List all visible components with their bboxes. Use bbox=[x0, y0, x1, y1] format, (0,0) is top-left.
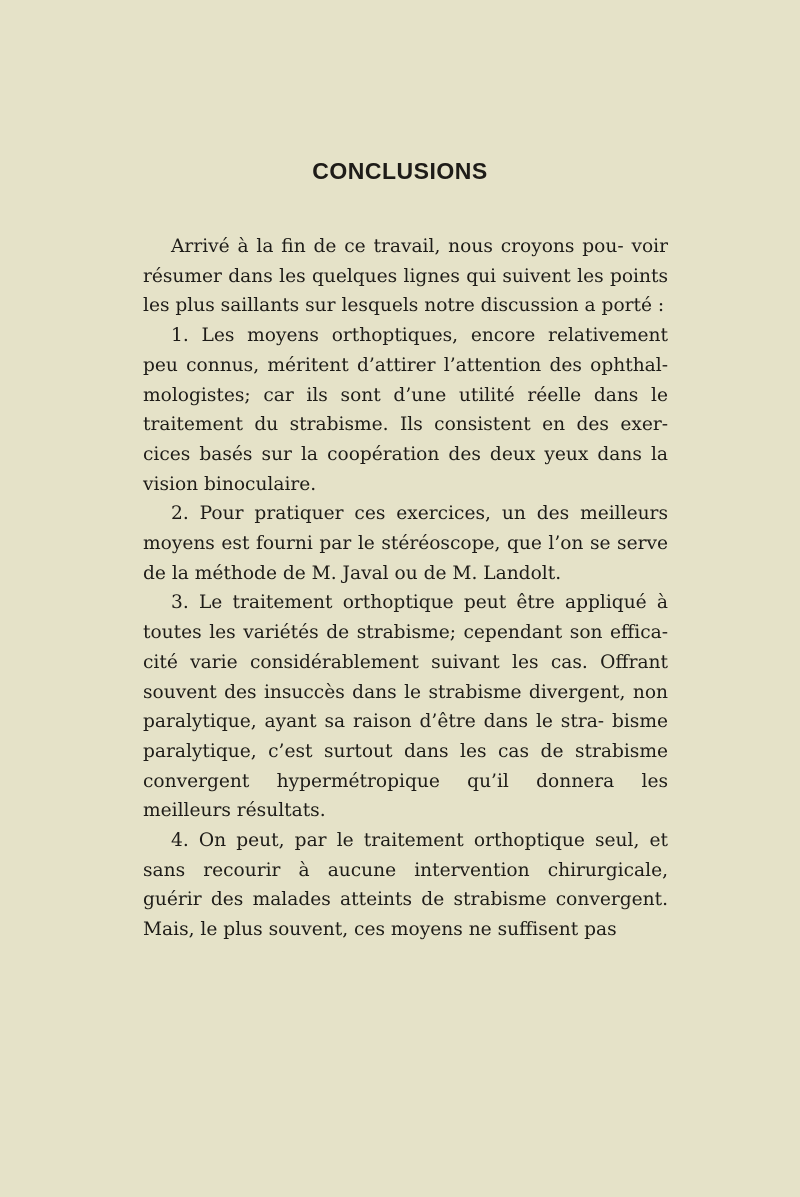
paragraph-point-3: 3. Le traitement orthoptique peut être appliqué à toutes les variétés de strabisme; cependant son effica- cité varie considérablement suivant les cas. Offrant souvent des insuccès dans le strabisme divergent, non paralytique, ayant sa raison d’être dans le stra- bisme paralytique, c’est surtout dans les cas de strabisme convergent hypermétropique qu’il donnera les meilleurs résultats. bbox=[143, 592, 668, 822]
paragraph-intro: Arrivé à la fin de ce travail, nous croyons pou- voir résumer dans les quelques lignes qui suivent les points les plus saillants sur lesquels notre discussion a porté : bbox=[143, 236, 668, 317]
paragraph-point-2: 2. Pour pratiquer ces exercices, un des meilleurs moyens est fourni par le stéréoscope, que l’on se serve de la méthode de M. Javal ou de M. Landolt. bbox=[143, 503, 668, 584]
body-text bbox=[143, 232, 668, 945]
paragraph-point-1: 1. Les moyens orthoptiques, encore relativement peu connus, méritent d’attirer l’attention des ophthal- mologistes; car ils sont d’une utilité réelle dans le traitement du strabisme. Ils consistent en des exer- cices basés sur la coopération des deux yeux dans la vision binoculaire. bbox=[143, 325, 668, 495]
page-title: CONCLUSIONS bbox=[312, 158, 488, 184]
paragraph-point-4: 4. On peut, par le traitement orthoptique seul, et sans recourir à aucune intervention chirurgicale, guérir des malades atteints de strabisme convergent. Mais, le plus souvent, ces moyens ne suffisent pas bbox=[143, 830, 668, 941]
